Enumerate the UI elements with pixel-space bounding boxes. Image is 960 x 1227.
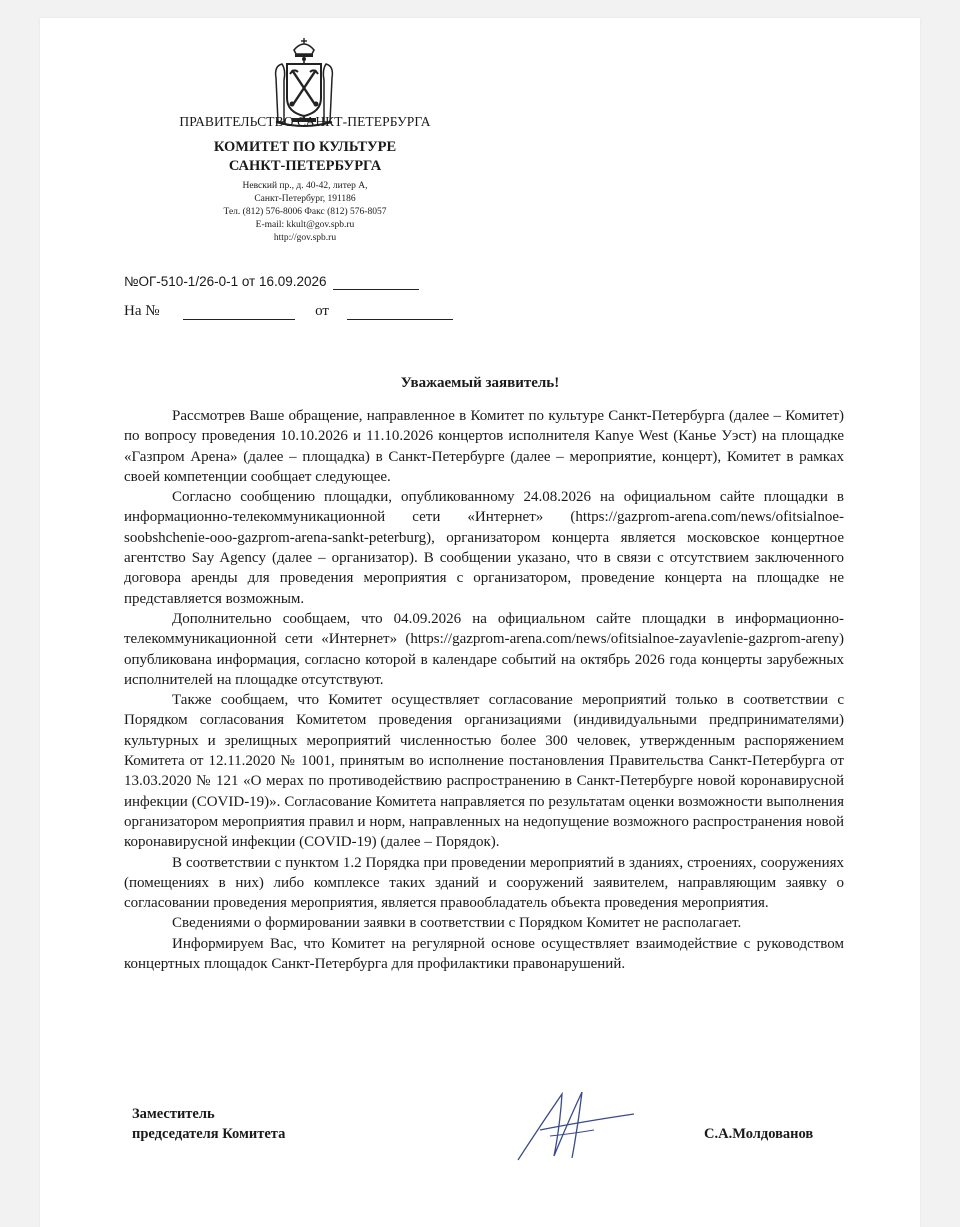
reference-date-blank bbox=[347, 303, 453, 320]
reference-label: На № bbox=[124, 303, 160, 319]
signatory-name: С.А.Молдованов bbox=[704, 1126, 814, 1142]
reference-from-label: от bbox=[315, 303, 329, 319]
signatory-position-line2: председателя Комитета bbox=[132, 1126, 286, 1142]
reference-number-blank bbox=[183, 303, 295, 320]
greeting: Уважаемый заявитель! bbox=[400, 375, 560, 391]
letter-body bbox=[124, 406, 844, 974]
address-street: Невский пр., д. 40-42, литер А, bbox=[242, 181, 368, 191]
address-phone: Тел. (812) 576-8006 Факс (812) 576-8057 bbox=[223, 207, 387, 217]
committee-name-line2: САНКТ-ПЕТЕРБУРГА bbox=[228, 158, 382, 174]
address-city: Санкт-Петербург, 191186 bbox=[254, 194, 356, 204]
registration-number bbox=[124, 274, 419, 290]
committee-name-line1: КОМИТЕТ ПО КУЛЬТУРЕ bbox=[213, 139, 397, 155]
address-website: http://gov.spb.ru bbox=[273, 233, 337, 243]
paragraph-1: Рассмотрев Ваше обращение, направленное в Комитет по культуре Санкт-Петербурга (далее – Комитет) по вопросу проведения 10.10.2026 и 11.10.2026 концертов исполнителя Kanye West (Канье Уэст) на площадке «Газпром Арена» (далее – площадка) в Санкт-Петербурге (далее – мероприятие, концерт), Комитет в рамках своей компетенции сообщает следующее. bbox=[124, 408, 844, 485]
letter-page bbox=[40, 18, 920, 1227]
paragraph-3: Дополнительно сообщаем, что 04.09.2026 на официальном сайте площадки в информационно-телекоммуникационной сети «Интернет» (https://gazprom-arena.com/news/ofitsialnoe-zayavlenie-gazprom-areny) опубликована информация, согласно которой в календаре событий на октябрь 2026 года концерты зарубежных исполнителей на площадке отсутствуют. bbox=[124, 610, 844, 688]
committee-name bbox=[134, 138, 476, 176]
signatory-position-line1: Заместитель bbox=[132, 1106, 215, 1122]
address-email: E-mail: kkult@gov.spb.ru bbox=[255, 220, 355, 230]
signatory-position bbox=[132, 1104, 285, 1144]
government-name: ПРАВИТЕЛЬСТВО САНКТ-ПЕТЕРБУРГА bbox=[179, 114, 431, 129]
paragraph-5: В соответствии с пунктом 1.2 Порядка при проведении мероприятий в зданиях, строениях, сооружениях (помещениях в них) либо комплексе таких зданий и сооружений заявителем, направляющим заявку о согласовании проведения мероприятия, является правообладатель объекта проведения мероприятия. bbox=[124, 854, 844, 912]
registration-underline bbox=[333, 275, 419, 290]
paragraph-4: Также сообщаем, что Комитет осуществляет согласование мероприятий только в соответствии с Порядком согласования Комитетом проведения организациями (индивидуальными предпринимателями) культурных и зрелищных мероприятий численностью более 300 человек, утвержденным распоряжением Комитета от 12.11.2020 № 1001, принятым во исполнение постановления Правительства Санкт-Петербурга от 13.03.2020 № 121 «О мерах по противодействию распространению в Санкт-Петербурге новой коронавирусной инфекции (COVID-19)». Согласование Комитета направляется по результатам оценки возможности выполнения организатором мероприятия правил и норм, направленных на недопущение возможного распространения новой коронавирусной инфекции (COVID-19) (далее – Порядок). bbox=[124, 692, 844, 851]
paragraph-2: Согласно сообщению площадки, опубликованному 24.08.2026 на официальном сайте площадки в информационно-телекоммуникационной сети «Интернет» (https://gazprom-arena.com/news/ofitsialnoe-soobshchenie-ooo-gazprom-arena-sankt-peterburg), организатором концерта является московское концертное агентство Say Agency (далее – организатор). В сообщении указано, что в связи с отсутствием заключенного договора аренды для проведения мероприятия с организатором, проведение концерта на площадке не представляется возможным. bbox=[124, 489, 844, 607]
paragraph-7: Информируем Вас, что Комитет на регулярной основе осуществляет взаимодействие с руководством концертных площадок Санкт-Петербурга для профилактики правонарушений. bbox=[124, 935, 844, 973]
reference-line bbox=[124, 303, 453, 320]
paragraph-6: Сведениями о формировании заявки в соответствии с Порядком Комитет не располагает. bbox=[172, 915, 742, 932]
committee-address bbox=[134, 180, 476, 245]
registration-number-text: №ОГ-510-1/26-0-1 от 16.09.2026 bbox=[124, 274, 327, 289]
signature-icon bbox=[510, 1086, 640, 1166]
